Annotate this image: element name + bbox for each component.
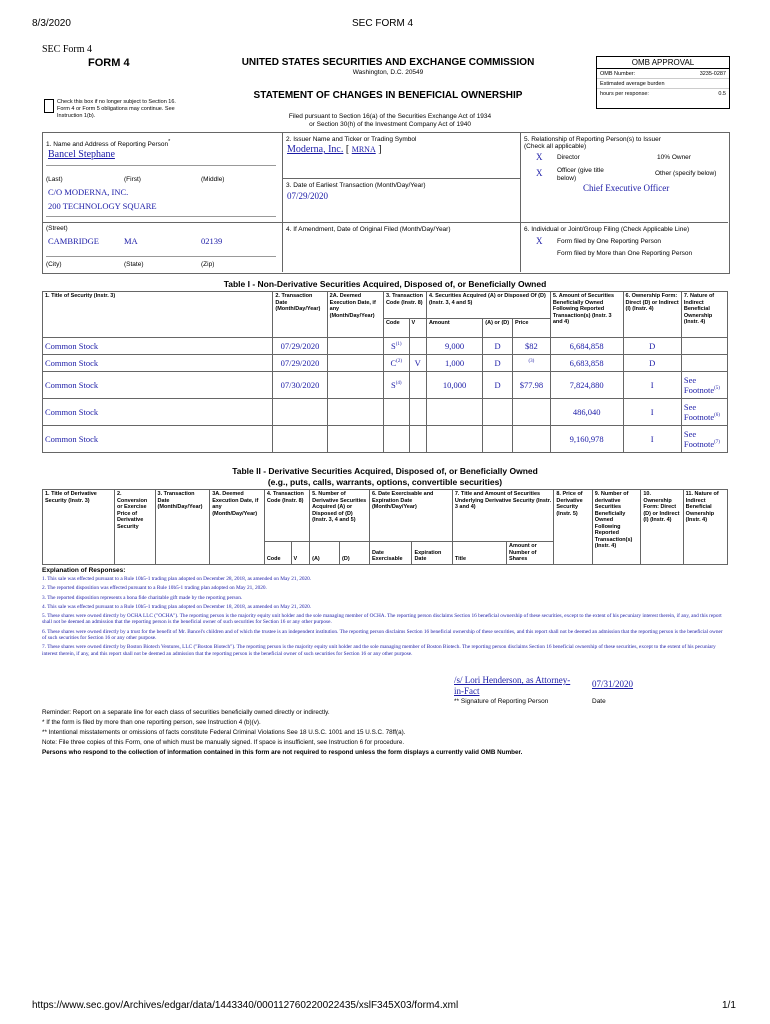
t1-cell-amount — [426, 399, 482, 426]
t1-cell-ad — [483, 399, 513, 426]
amendment-label: 4. If Amendment, Date of Original Filed (Month/Day/Year) — [286, 226, 451, 233]
t1-cell-title: Common Stock — [43, 355, 273, 372]
t1-cell-deemed — [327, 399, 383, 426]
issuer-ticker: MRNA — [351, 145, 376, 154]
footnote-6: 6. These shares were owned directly by a trust for the benefit of Mr. Bancel's children and of which the trustee is an independent institution. The reporting person disclaims Section 16 beneficial ownership of these securities, and this report shall not be deemed an admission that the reporting person is the beneficial owner of such securities for Section 16 or any other purpose. — [42, 628, 723, 642]
t1-cell-nature: See Footnote$^{(7)}$ — [681, 426, 727, 453]
t1-cell-title: Common Stock — [43, 426, 273, 453]
table2 — [42, 489, 728, 565]
t1-cell-form: I — [623, 399, 681, 426]
footnote-2: 2. The reported disposition was effected pursuant to a Rule 10b5-1 trading plan adopted on May 21, 2020. — [42, 585, 267, 592]
one-person-label: Form filed by One Reporting Person — [557, 238, 662, 245]
t2-h-code: Code — [264, 542, 291, 565]
relationship-label: 5. Relationship of Reporting Person(s) to Issuer — [524, 136, 661, 143]
t1-cell-form: I — [623, 426, 681, 453]
address-line-2: 200 TECHNOLOGY SQUARE — [48, 201, 157, 211]
t1-h-nature: 7. Nature of Indirect Beneficial Ownership (Instr. 4) — [681, 292, 727, 338]
t1-cell-code: $S^{(1)}$ — [383, 338, 409, 355]
t1-cell-form: D — [623, 338, 681, 355]
t1-cell-nature: See Footnote$^{(6)}$ — [681, 399, 727, 426]
explanation-title: Explanation of Responses: — [42, 567, 126, 574]
t1-h-code: 3. Transaction Code (Instr. 8) — [383, 292, 426, 319]
filed-pursuant-2: or Section 30(h) of the Investment Company Act of 1940 — [309, 121, 471, 128]
reminder-text: Reminder: Report on a separate line for each class of securities beneficially owned directly or indirectly. — [42, 709, 330, 716]
city-value: CAMBRIDGE — [48, 236, 100, 246]
t1-cell-v — [409, 372, 426, 399]
t1-cell-ad: D — [483, 355, 513, 372]
t1-h-amount: Amount — [426, 319, 482, 338]
omb-title: OMB APPROVAL — [597, 57, 729, 69]
t1-cell-price: $77.98 — [512, 372, 550, 399]
t2-h3a: 3A. Deemed Execution Date, if any (Month/Day/Year) — [210, 490, 265, 565]
table-row — [43, 372, 728, 399]
print-date: 8/3/2020 — [32, 18, 71, 29]
t1-cell-price: $82 — [512, 338, 550, 355]
t1-h-date: 2. Transaction Date (Month/Day/Year) — [273, 292, 327, 338]
t1-cell-title: Common Stock — [43, 372, 273, 399]
footnote-1: 1. This sale was effected pursuant to a Rule 10b5-1 trading plan adopted on December 28, 2018, as amended on May 21, 2020. — [42, 576, 312, 582]
issuer-name-row: Moderna, Inc. [ MRNA ] — [287, 144, 382, 155]
filed-pursuant-1: Filed pursuant to Section 16(a) of the Securities Exchange Act of 1934 — [288, 113, 492, 120]
t1-cell-price — [512, 399, 550, 426]
t1-h-price: Price — [512, 319, 550, 338]
sec-form-label: SEC Form 4 — [42, 44, 93, 55]
t1-cell-owned: 7,824,880 — [550, 372, 623, 399]
footer-line-4: Persons who respond to the collection of information contained in this form are not required to respond unless the form displays a currently valid OMB Number. — [42, 749, 523, 756]
t2-h3: 3. Transaction Date (Month/Day/Year) — [155, 490, 210, 565]
t1-cell-date: 07/30/2020 — [273, 372, 327, 399]
footer-line-2: ** Intentional misstatements or omissions of facts constitute Federal Criminal Violations See 18 U.S.C. 1001 and 15 U.S.C. 78ff(a). — [42, 729, 406, 736]
footer-line-3: Note: File three copies of this Form, one of which must be manually signed. If space is insufficient, see Instruction 6 for procedure. — [42, 739, 405, 746]
t1-h-title: 1. Title of Security (Instr. 3) — [43, 292, 273, 338]
middle-label: (Middle) — [201, 176, 225, 183]
relationship-sublabel: (Check all applicable) — [524, 143, 587, 150]
t1-cell-deemed — [327, 355, 383, 372]
t1-cell-owned: 6,684,858 — [550, 338, 623, 355]
t2-h-a: (A) — [310, 542, 340, 565]
t1-cell-deemed — [327, 372, 383, 399]
t2-h2: 2. Conversion or Exercise Price of Derivative Security — [114, 490, 155, 565]
signature-date: 07/31/2020 — [592, 679, 634, 689]
address-line-1: C/O MODERNA, INC. — [48, 187, 129, 197]
omb-number: 3235-0287 — [699, 71, 726, 77]
t1-h-code-sub: Code — [383, 319, 409, 338]
t1-cell-amount — [426, 426, 482, 453]
t2-h1: 1. Title of Derivative Security (Instr. 3) — [43, 490, 115, 565]
omb-hours: 0.5 — [718, 91, 726, 97]
earliest-date-label: 3. Date of Earliest Transaction (Month/Day/Year) — [286, 182, 426, 189]
t1-cell-title: Common Stock — [43, 338, 273, 355]
ten-pct-owner-label: 10% Owner — [657, 154, 691, 161]
zip-value: 02139 — [201, 236, 223, 246]
table-row — [43, 399, 728, 426]
t2-h7: 7. Title and Amount of Securities Underlying Derivative Security (Instr. 3 and 4) — [452, 490, 554, 542]
t2-h10: 10. Ownership Form: Direct (D) or Indirect (I) (Instr. 4) — [641, 490, 683, 565]
t1-cell-v: V — [409, 355, 426, 372]
t1-cell-v — [409, 338, 426, 355]
t1-cell-form: D — [623, 355, 681, 372]
city-label: (City) — [46, 261, 62, 268]
no-longer-subject-checkbox[interactable] — [44, 99, 54, 113]
t1-cell-owned: 6,683,858 — [550, 355, 623, 372]
t1-cell-nature: See Footnote$^{(5)}$ — [681, 372, 727, 399]
t1-h-v: V — [409, 319, 426, 338]
issuer-label: 2. Issuer Name and Ticker or Trading Symbol — [286, 136, 417, 143]
t1-cell-ad: D — [483, 338, 513, 355]
t1-h-sec: 4. Securities Acquired (A) or Disposed Of (D) (Instr. 3, 4 and 5) — [426, 292, 550, 319]
t2-h6: 6. Date Exercisable and Expiration Date (Month/Day/Year) — [369, 490, 452, 542]
footer-line-1: * If the form is filed by more than one reporting person, see Instruction 4 (b)(v). — [42, 719, 261, 726]
t2-h-amount: Amount or Number of Shares — [506, 542, 553, 565]
explanation-notes — [42, 576, 726, 660]
t1-cell-v — [409, 426, 426, 453]
table-row — [43, 338, 728, 355]
signature: /s/ Lori Henderson, as Attorney-in-Fact — [454, 675, 571, 696]
t2-h11: 11. Nature of Indirect Beneficial Ownership (Instr. 4) — [683, 490, 727, 565]
officer-check[interactable]: X — [536, 168, 543, 178]
t1-cell-amount: 1,000 — [426, 355, 482, 372]
footnote-3: 3. The reported disposition represents a bona fide charitable gift made by the reporting person. — [42, 594, 243, 601]
table1-title: Table I - Non-Derivative Securities Acquired, Disposed of, or Beneficially Owned — [223, 279, 547, 289]
table1 — [42, 291, 728, 453]
footnote-7: 7. These shares were owned directly by Boston Biotech Ventures, LLC ("Boston Biotech"). The reporting person is the majority equity unit holder and the sole managing member of Boston Biotech. The reporting person disclaims Section 16 beneficial ownership of these securities, except to the extent of his pecuniary interest therein, if any, and this report shall not be deemed an admission that the reporting person is the beneficial owner of such securities for Section 16 or any other purpose. — [42, 644, 716, 657]
t1-cell-form: I — [623, 372, 681, 399]
t1-cell-owned: 486,040 — [550, 399, 623, 426]
last-label: (Last) — [46, 176, 63, 183]
t1-cell-price — [512, 426, 550, 453]
t1-cell-code — [383, 426, 409, 453]
other-label: Other (specify below) — [655, 170, 717, 177]
t1-cell-date — [273, 399, 327, 426]
director-label: Director — [557, 154, 580, 161]
signature-label: ** Signature of Reporting Person — [454, 698, 549, 705]
t1-cell-amount: 10,000 — [426, 372, 482, 399]
t2-h5: 5. Number of Derivative Securities Acquired (A) or Disposed of (D) (Instr. 3, 4 and 5) — [310, 490, 370, 542]
table-row — [43, 426, 728, 453]
t2-h-d: (D) — [340, 542, 370, 565]
t1-cell-code — [383, 399, 409, 426]
t2-h4: 4. Transaction Code (Instr. 8) — [264, 490, 309, 542]
t2-h-exp: Expiration Date — [412, 542, 452, 565]
t1-cell-code: $C^{(2)}$ — [383, 355, 409, 372]
omb-approval-box — [596, 56, 730, 109]
officer-label: Officer (give title below) — [557, 167, 604, 182]
t2-h-exer: Date Exercisable — [369, 542, 411, 565]
t1-cell-nature — [681, 355, 727, 372]
more-persons-label: Form filed by More than One Reporting Person — [557, 250, 693, 257]
t1-cell-owned: 9,160,978 — [550, 426, 623, 453]
print-page: 1/1 — [722, 1000, 736, 1011]
t2-h-v: V — [291, 542, 310, 565]
t1-h-owned: 5. Amount of Securities Beneficially Owned Following Reported Transaction(s) (Instr. 3 and 4) — [550, 292, 623, 338]
omb-number-label: OMB Number: — [600, 71, 636, 77]
table2-subtitle: (e.g., puts, calls, warrants, options, convertible securities) — [267, 477, 503, 487]
earliest-date: 07/29/2020 — [287, 191, 329, 201]
filing-label: 6. Individual or Joint/Group Filing (Check Applicable Line) — [524, 226, 690, 233]
t1-h-form: 6. Ownership Form: Direct (D) or Indirect (I) (Instr. 4) — [623, 292, 681, 338]
table-row — [43, 355, 728, 372]
t1-cell-ad: D — [483, 372, 513, 399]
print-url: https://www.sec.gov/Archives/edgar/data/1443340/000112760220022435/xslF345X03/form4.xml — [32, 1000, 459, 1011]
statement-title: STATEMENT OF CHANGES IN BENEFICIAL OWNERSHIP — [253, 90, 523, 101]
t1-cell-date: 07/29/2020 — [273, 338, 327, 355]
reporting-person-name: Bancel Stephane — [48, 149, 115, 160]
t1-h-ad: (A) or (D) — [483, 319, 513, 338]
t1-cell-title: Common Stock — [43, 399, 273, 426]
footnote-4: 4. This sale was effected pursuant to a Rule 10b5-1 trading plan adopted on December 18, 2018, as amended on May 21, 2020. — [42, 603, 312, 610]
state-value: MA — [124, 236, 138, 246]
first-label: (First) — [124, 176, 141, 183]
zip-label: (Zip) — [201, 261, 215, 268]
t2-h9: 9. Number of derivative Securities Beneficially Owned Following Reported Transaction(s) (Instr. 4) — [592, 490, 641, 565]
t1-cell-date — [273, 426, 327, 453]
t1-cell-v — [409, 399, 426, 426]
agency-name: UNITED STATES SECURITIES AND EXCHANGE COMMISSION — [241, 57, 535, 68]
t2-h-title: Title — [452, 542, 506, 565]
agency-city: Washington, D.C. 20549 — [352, 69, 424, 76]
director-check[interactable]: X — [536, 152, 543, 162]
t1-cell-ad — [483, 426, 513, 453]
date-label: Date — [592, 698, 606, 705]
checkbox-text: Check this box if no longer subject to Section 16. Form 4 or Form 5 obligations may continue. See Instruction 1(b). — [57, 99, 176, 119]
one-person-check[interactable]: X — [536, 236, 543, 246]
t1-h-deemed: 2A. Deemed Execution Date, if any (Month/Day/Year) — [327, 292, 383, 338]
street-label: (Street) — [46, 225, 68, 232]
reporting-person-label: 1. Name and Address of Reporting Person* — [46, 139, 171, 149]
t1-cell-deemed — [327, 338, 383, 355]
footnote-5: 5. These shares were owned directly by OCHA LLC ("OCHA"). The reporting person is the majority equity unit holder and the sole managing member of OCHA. The reporting person disclaims Section 16 beneficial ownership of these securities, except to the extent of his pecuniary interest therein, if any, and this report shall not be deemed an admission that the reporting person is the beneficial owner of such securities for Section 16 or any other purpose. — [42, 613, 722, 626]
t2-h8: 8. Price of Derivative Security (Instr. 5) — [554, 490, 592, 565]
t1-cell-nature — [681, 338, 727, 355]
t1-cell-date: 07/29/2020 — [273, 355, 327, 372]
t1-cell-deemed — [327, 426, 383, 453]
omb-hours-label: hours per response: — [600, 91, 649, 97]
form-number: FORM 4 — [88, 57, 130, 69]
state-label: (State) — [124, 261, 144, 268]
table2-title: Table II - Derivative Securities Acquired, Disposed of, or Beneficially Owned — [232, 466, 538, 476]
officer-title: Chief Executive Officer — [583, 183, 670, 193]
omb-burden-label: Estimated average burden — [597, 79, 729, 89]
t1-cell-amount: 9,000 — [426, 338, 482, 355]
issuer-name: Moderna, Inc. — [287, 144, 344, 155]
print-title: SEC FORM 4 — [352, 18, 414, 29]
t1-cell-code: $S^{(4)}$ — [383, 372, 409, 399]
t1-cell-price: (3) — [512, 355, 550, 372]
